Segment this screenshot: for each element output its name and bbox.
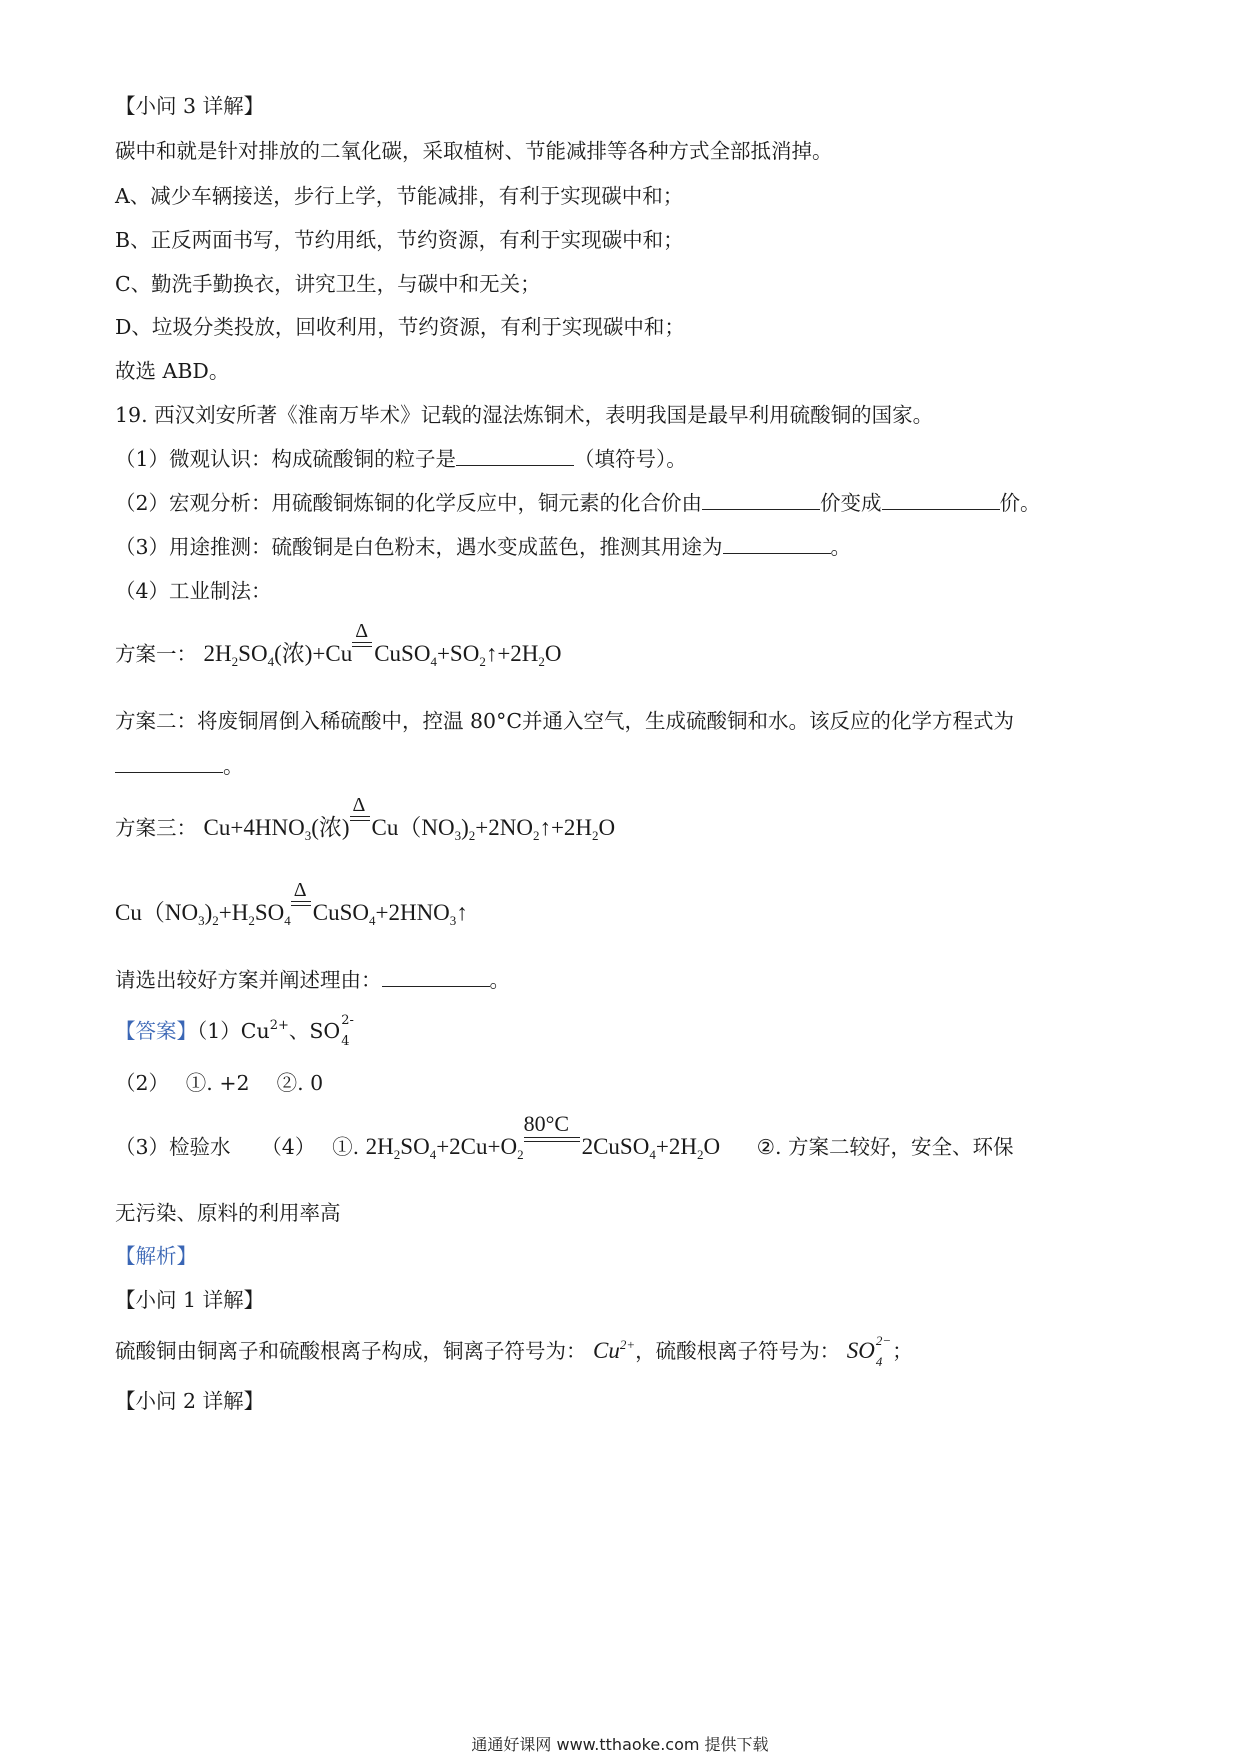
answer-blank [723, 533, 831, 554]
analysis-text-c: ； [892, 1339, 913, 1363]
equation-plan-3a: $Cu+4HNO_3$(浓) Δ $Cu(NO_3)_2+2NO_2↑+2H_2O$ [203, 794, 616, 843]
answer-line-3 [115, 1111, 1014, 1162]
question-part-2 [115, 489, 1041, 517]
analysis-text-a: 硫酸铜由铜离子和硫酸根离子构成，铜离子符号为： [115, 1339, 587, 1363]
section-heading: 【小问 3 详解】 [115, 94, 265, 118]
answer-blank [882, 489, 1000, 510]
plan-label: 方案三： [115, 816, 197, 840]
analysis-label: 【解析】 [115, 1244, 197, 1268]
answer-line-2: （2） ①. +2 ②. 0 [115, 1071, 324, 1095]
plan-3-second-equation [115, 879, 468, 928]
heating-equals-sign: Δ [352, 641, 374, 661]
answer-line-3-continued: 无污染、原料的利用率高 [115, 1201, 341, 1225]
equation-plan-1: $2H_2SO_4$(浓)+Cu Δ $CuSO_4+SO_2↑+2H_2O$ [203, 620, 562, 669]
answer-line-1 [115, 1013, 354, 1049]
plan-label: 方案一： [115, 642, 197, 666]
option-c: C、勤洗手勤换衣，讲究卫生，与碳中和无关； [115, 272, 541, 296]
choose-end: 。 [489, 968, 510, 992]
q3-end: 。 [830, 535, 852, 559]
answer-3-text: （3）检验水 （4） ①. [115, 1135, 360, 1159]
equation-answer: $2H_2SO_4+2Cu+O_2$ 80°C $2CuSO_4+2H_2O$ [365, 1111, 721, 1162]
plan-2-end: 。 [223, 754, 244, 778]
question-part-1 [115, 445, 687, 473]
plan-1 [115, 620, 562, 669]
answer-blank [456, 445, 574, 466]
section-heading: 【小问 2 详解】 [115, 1389, 265, 1413]
answer-3-end: ②. 方案二较好，安全、环保 [756, 1135, 1014, 1159]
page-footer: 通通好课网 www.tthaoke.com 提供下载 [471, 1735, 769, 1754]
answer-label: 【答案】 [115, 1019, 197, 1043]
condition-equals-sign: 80°C [524, 1134, 582, 1154]
analysis-paragraph [115, 1333, 913, 1369]
paragraph: 碳中和就是针对排放的二氧化碳，采取植树、节能减排等各种方式全部抵消掉。 [115, 139, 833, 163]
answer-1-sep: 、SO [288, 1019, 341, 1043]
analysis-text-b: ，硫酸根离子符号为： [635, 1339, 841, 1363]
answer-blank [115, 752, 223, 773]
cu-charge: 2+ [269, 1018, 289, 1033]
plan-2: 方案二：将废铜屑倒入稀硫酸中，控温 80°C并通入空气，生成硫酸铜和水。该反应的化学方程式为 [115, 709, 1015, 733]
choose-text: 请选出较好方案并阐述理由： [115, 968, 382, 992]
answer-1-text: （1）Cu [197, 1019, 270, 1043]
q1-text: （1）微观认识：构成硫酸铜的粒子是 [115, 447, 457, 471]
option-d: D、垃圾分类投放，回收利用，节约资源，有利于实现碳中和； [115, 315, 685, 339]
cu-ion-formula: $Cu^{2+}$ [593, 1337, 636, 1363]
answer-blank [382, 966, 490, 987]
question-part-3 [115, 533, 851, 561]
heating-equals-sign: Δ [291, 900, 313, 920]
so4-ion: 2- 4 [341, 1013, 354, 1049]
plan-3 [115, 794, 616, 843]
q3-text: （3）用途推测：硫酸铜是白色粉末，遇水变成蓝色，推测其用途为 [115, 535, 723, 559]
option-b: B、正反两面书写，节约用纸，节约资源，有利于实现碳中和； [115, 228, 684, 252]
q2-text-end: 价。 [999, 491, 1041, 515]
q2-text-mid: 价变成 [820, 491, 882, 515]
answer-choice: 故选 ABD。 [115, 359, 230, 383]
answer-blank [702, 489, 820, 510]
equation-plan-3b: $Cu(NO_3)_2+H_2SO_4$ Δ $CuSO_4+2HNO_3↑$ [115, 879, 468, 928]
q1-hint: （填符号）。 [574, 447, 687, 471]
choose-plan [115, 966, 510, 994]
q2-text: （2）宏观分析：用硫酸铜炼铜的化学反应中，铜元素的化合价由 [115, 491, 703, 515]
option-a: A、减少车辆接送，步行上学，节能减排，有利于实现碳中和； [115, 184, 684, 208]
question-part-4: （4）工业制法： [115, 579, 272, 603]
heating-equals-sign: Δ [350, 815, 372, 835]
section-heading: 【小问 1 详解】 [115, 1288, 265, 1312]
so4-ion-formula: SO 2− 4 [846, 1333, 892, 1369]
question-19: 19. 西汉刘安所著《淮南万毕术》记载的湿法炼铜术，表明我国是最早利用硫酸铜的国家。 [115, 403, 934, 427]
plan-2-blank-line [115, 752, 244, 780]
